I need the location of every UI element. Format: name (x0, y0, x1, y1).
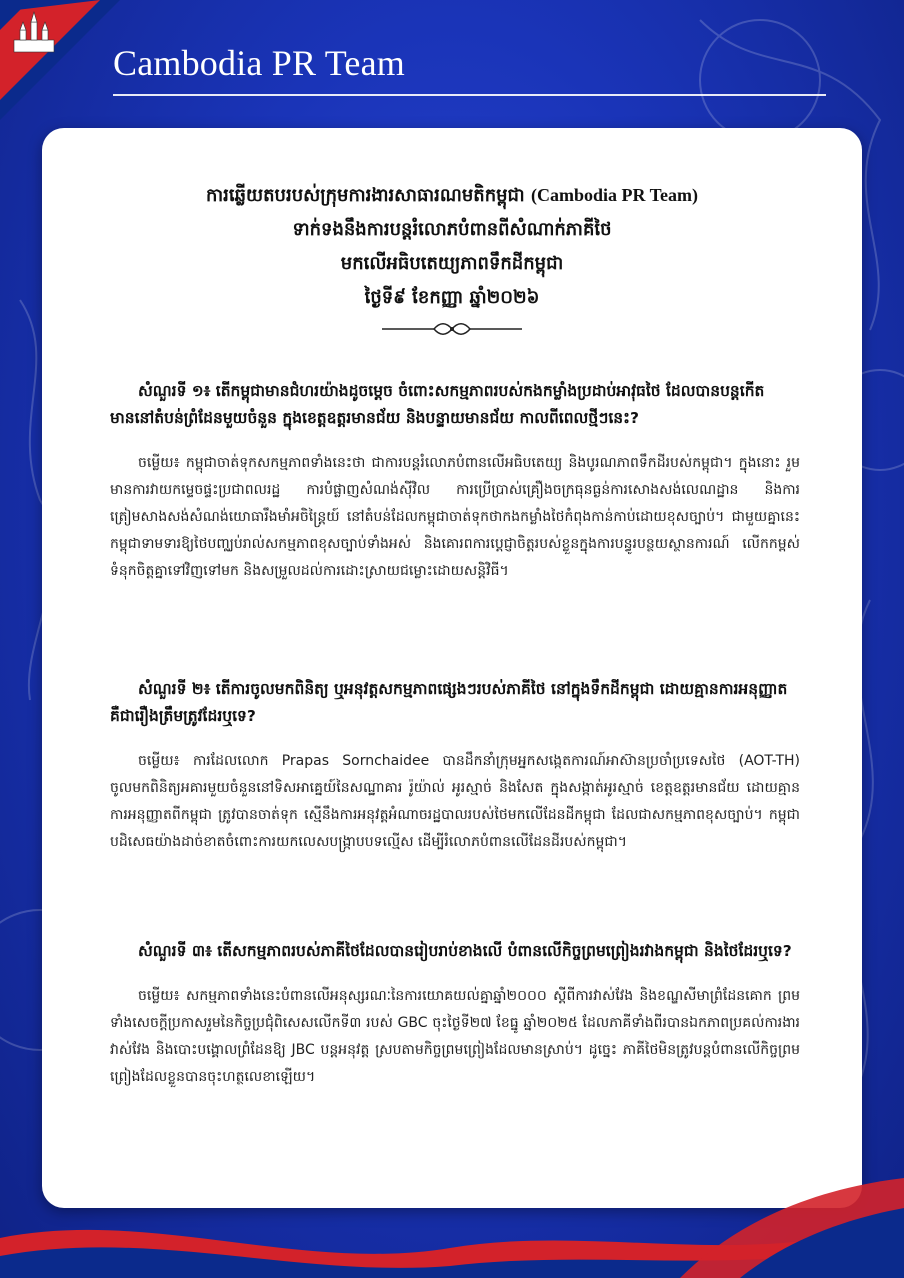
document-date: ថ្ងៃទី៩ ខែកញ្ញា ឆ្នាំ២០២៦ (364, 287, 540, 308)
qa-section-1 (110, 378, 800, 585)
header-divider (113, 94, 826, 96)
title-line-3: មកលើអធិបតេយ្យភាពទឹកដីកម្ពុជា (340, 253, 564, 274)
answer-1: ចម្លើយ៖ កម្ពុជាចាត់ទុកសកម្មភាពទាំងនេះថា ជាការបន្តរំលោភបំពានលើអធិបតេយ្យ និងបូរណភាពទឹកដីរបស់កម្ពុជា។ ក្នុងនោះ រួមមានការវាយកម្ទេចផ្ទះប្រជាពលរដ្ឋ ការបំផ្លាញសំណង់ស៊ីវិល ការប្រើប្រាស់គ្រឿងចក្រធុនធ្ងន់ការសោងសង់លេណដ្ឋាន និងការត្រៀមសាងសង់សំណង់យោធារឹងមាំអចិន្ត្រៃយ៍ នៅតំបន់ដែលកម្ពុជាចាត់ទុកថាកងកម្លាំងថៃកំពុងកាន់កាប់ដោយខុសច្បាប់។ ជាមួយគ្នានេះ កម្ពុជាទាមទារឱ្យថៃបញ្ឈប់រាល់សកម្មភាពខុសច្បាប់ទាំងអស់ និងគោរពការប្តេជ្ញាចិត្តរបស់ខ្លួនក្នុងការបន្ធូរបន្ថយស្ថានការណ៍ លើកកម្ពស់ទំនុកចិត្តគ្នាទៅវិញទៅមក និងសម្រួលដល់ការដោះស្រាយជម្លោះដោយសន្តិវិធី។ (110, 455, 800, 579)
document-title (42, 178, 862, 315)
question-2: សំណួរទី ២៖ តើការចូលមកពិនិត្យ ឬអនុវត្តសកម្មភាពផ្សេងៗរបស់ភាគីថៃ នៅក្នុងទឹកដីកម្ពុជា ដោយគ្មានការអនុញ្ញាត គឺជារឿងត្រឹមត្រូវដែរឬទេ? (110, 680, 788, 725)
statement-card (42, 128, 862, 1208)
cambodia-flag-icon (0, 0, 120, 120)
answer-2: ចម្លើយ៖ ការដែលលោក Prapas Sornchaidee បានដឹកនាំក្រុមអ្នកសង្កេតការណ៍អាស៊ានប្រចាំប្រទេសថៃ (AOT-TH) ចូលមកពិនិត្យអគារមួយចំនួននៅទិសអាគ្នេយ៍នៃសណ្ឋាគារ រ៉ូយ៉ាល់ អូរស្មាច់ និងសែត ក្នុងសង្កាត់អូរស្មាច់ ខេត្តឧត្តរមានជ័យ ដោយគ្មានការអនុញ្ញាតពីកម្ពុជា ត្រូវបានចាត់ទុក ស្មើនឹងការអនុវត្តអំណាចរដ្ឋបាលរបស់ថៃមកលើដែនដីកម្ពុជា ដែលជាសកម្មភាពខុសច្បាប់។ កម្ពុជាបដិសេធយ៉ាងដាច់ខាតចំពោះការយកលេសបង្ក្រាបបទល្មើស ដើម្បីរំលោភបំពានលើដែនដីរបស់កម្ពុជា។ (110, 753, 800, 850)
question-3: សំណួរទី ៣៖ តើសកម្មភាពរបស់ភាគីថៃដែលបានរៀបរាប់ខាងលើ បំពានលើកិច្ចព្រមព្រៀងរវាងកម្ពុជា និងថៃដែរឬទេ? (138, 942, 792, 960)
title-line-2: ទាក់ទងនឹងការបន្តរំលោភបំពានពីសំណាក់ភាគីថៃ (292, 219, 612, 240)
title-line-1: ការឆ្លើយតបរបស់ក្រុមការងារសាធារណមតិកម្ពុជា (206, 185, 525, 206)
ornamental-divider-icon (382, 322, 522, 336)
answer-3: ចម្លើយ៖ សកម្មភាពទាំងនេះបំពានលើអនុស្សរណៈនៃការយោគយល់គ្នាឆ្នាំ២០០០ ស្តីពីការវាស់វែង និងខណ្ឌសីមាព្រំដែនគោក ព្រមទាំងសេចក្តីប្រកាសរួមនៃកិច្ចប្រជុំពិសេសលើកទី៣ របស់ GBC ចុះថ្ងៃទី២៧ ខែធ្នូ ឆ្នាំ២០២៥ ដែលភាគីទាំងពីរបានឯកភាពប្រគល់ការងារវាស់វែង និងបោះបង្គោលព្រំដែនឱ្យ JBC បន្តអនុវត្ត ស្របតាមកិច្ចព្រមព្រៀងដែលមានស្រាប់។ ដូច្នេះ ភាគីថៃមិនត្រូវបន្តបំពានលើកិច្ចព្រមព្រៀងដែលខ្លួនបានចុះហត្ថលេខាឡើយ។ (110, 988, 800, 1085)
team-name: Cambodia PR Team (113, 43, 405, 83)
qa-section-3 (110, 938, 800, 1091)
flag-ribbon-decoration (0, 1178, 904, 1278)
qa-section-2 (110, 676, 800, 856)
title-latin: (Cambodia PR Team) (530, 185, 698, 205)
question-1: សំណួរទី ១៖ តើកម្ពុជាមានជំហរយ៉ាងដូចម្តេច ចំពោះសកម្មភាពរបស់កងកម្លាំងប្រដាប់អាវុធថៃ ដែលបានបន្តកើតមាននៅតំបន់ព្រំដែនមួយចំនួន ក្នុងខេត្តឧត្តរមានជ័យ និងបន្ទាយមានជ័យ កាលពីពេលថ្មីៗនេះ? (110, 382, 765, 427)
